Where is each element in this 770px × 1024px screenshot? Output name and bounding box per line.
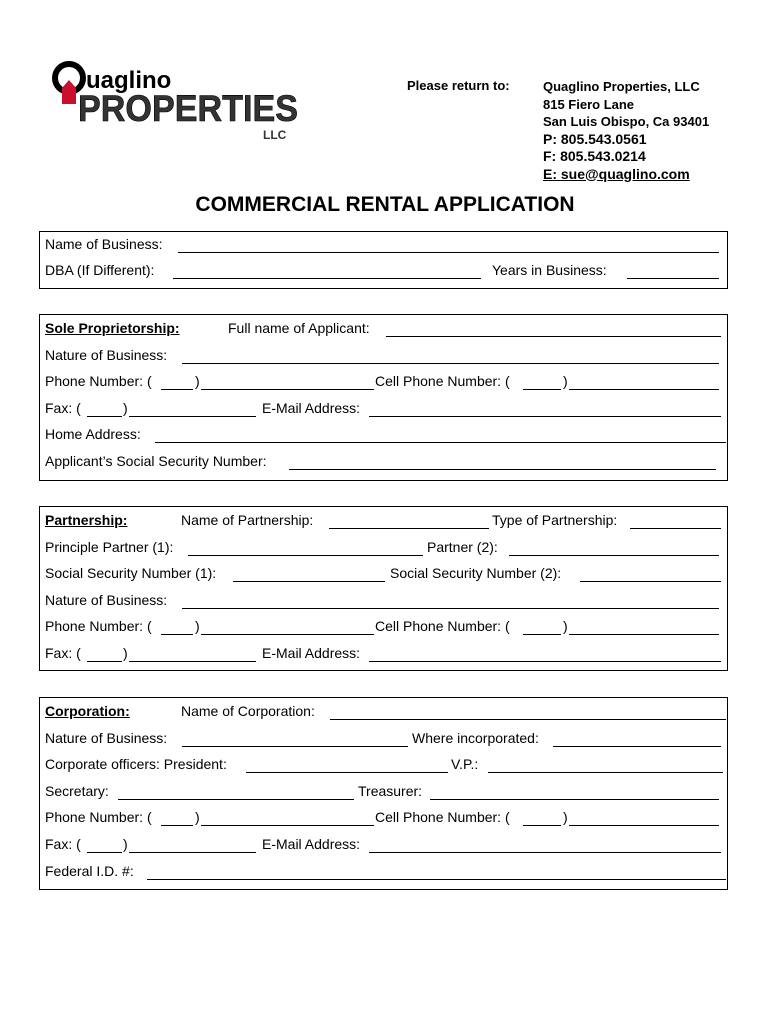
partner-ssn2-field[interactable] xyxy=(580,565,721,582)
president-field[interactable] xyxy=(246,756,448,773)
partnership-header: Partnership: xyxy=(45,512,128,528)
corporation-fax-area-field[interactable] xyxy=(87,836,122,853)
corporation-phone-field[interactable] xyxy=(201,809,374,826)
partnership-cell-label: Cell Phone Number: ( xyxy=(375,618,510,634)
treasurer-label: Treasurer: xyxy=(358,783,423,799)
logo-text-properties: PROPERTIES xyxy=(78,88,298,129)
partner-ssn1-field[interactable] xyxy=(233,565,385,582)
sole-fax-label: Fax: ( xyxy=(45,400,81,416)
logo-text-llc: LLC xyxy=(263,128,287,142)
corporation-email-field[interactable] xyxy=(369,836,721,853)
corporation-fax-label: Fax: ( xyxy=(45,836,81,852)
sole-cell-label: Cell Phone Number: ( xyxy=(375,373,510,389)
secretary-label: Secretary: xyxy=(45,783,109,799)
corporation-fax-field[interactable] xyxy=(129,836,256,853)
partner2-field[interactable] xyxy=(509,539,719,556)
quaglino-logo xyxy=(52,58,302,148)
sole-cell-field[interactable] xyxy=(569,373,719,390)
partnership-section: Partnership: Name of Partnership: Type of Partnership: Principle Partner (1): Partner (2): Social Security Number (1): Social Security Number (2): Nature of Business: Phone Number: ( ) Cell Phone Number: ( ) Fax: ( ) E-Mail Address: xyxy=(39,506,728,671)
return-address xyxy=(543,78,709,183)
logo-text-quaglino: uaglino xyxy=(86,67,172,94)
partnership-email-label: E-Mail Address: xyxy=(262,645,361,661)
corporation-nature-label: Nature of Business: xyxy=(45,730,168,746)
business-section xyxy=(39,231,728,289)
partnership-email-field[interactable] xyxy=(369,645,721,662)
federal-id-label: Federal I.D. #: xyxy=(45,863,134,879)
corporation-name-field[interactable] xyxy=(330,703,726,720)
sole-proprietorship-section: Sole Proprietorship: Full name of Applicant: Nature of Business: Phone Number: ( ) Cell Phone Number: ( ) Fax: ( ) E-Mail Address: Home Address: Applicant’s Social Security Number: xyxy=(39,314,728,481)
federal-id-field[interactable] xyxy=(147,863,726,880)
sole-phone-area-field[interactable] xyxy=(161,373,193,390)
corporation-email-label: E-Mail Address: xyxy=(262,836,361,852)
corporation-phone-area-field[interactable] xyxy=(161,809,193,826)
company-name: Quaglino Properties, LLC xyxy=(543,79,700,94)
partnership-fax-field[interactable] xyxy=(129,645,256,662)
vp-label: V.P.: xyxy=(451,756,479,772)
partnership-type-field[interactable] xyxy=(630,512,721,529)
full-name-label: Full name of Applicant: xyxy=(228,320,370,336)
corporation-header: Corporation: xyxy=(45,703,130,719)
partner1-label: Principle Partner (1): xyxy=(45,539,174,555)
sole-nature-field[interactable] xyxy=(182,347,719,364)
page-title: COMMERCIAL RENTAL APPLICATION xyxy=(195,193,575,216)
full-name-field[interactable] xyxy=(386,320,721,337)
sole-proprietorship-header: Sole Proprietorship: xyxy=(45,320,180,336)
dba-label: DBA (If Different): xyxy=(45,262,155,278)
sole-email-field[interactable] xyxy=(369,400,721,417)
partnership-nature-label: Nature of Business: xyxy=(45,592,168,608)
years-in-business-field[interactable] xyxy=(627,262,719,279)
fax-number: F: 805.543.0214 xyxy=(543,148,646,164)
partnership-name-field[interactable] xyxy=(329,512,489,529)
partner-ssn2-label: Social Security Number (2): xyxy=(390,565,562,581)
sole-nature-label: Nature of Business: xyxy=(45,347,168,363)
street-address: 815 Fiero Lane xyxy=(543,96,635,112)
return-label: Please return to: xyxy=(407,78,510,93)
partner1-field[interactable] xyxy=(188,539,423,556)
partnership-cell-area-field[interactable] xyxy=(523,618,561,635)
partnership-fax-label: Fax: ( xyxy=(45,645,81,661)
dba-field[interactable] xyxy=(173,262,481,279)
corporation-name-label: Name of Corporation: xyxy=(181,703,315,719)
corporation-cell-field[interactable] xyxy=(569,809,719,826)
where-incorporated-label: Where incorporated: xyxy=(412,730,539,746)
ssn-label: Applicant’s Social Security Number: xyxy=(45,453,267,469)
partner2-label: Partner (2): xyxy=(427,539,498,555)
partnership-name-label: Name of Partnership: xyxy=(181,512,314,528)
treasurer-field[interactable] xyxy=(430,783,719,800)
sole-fax-field[interactable] xyxy=(129,400,256,417)
sole-phone-field[interactable] xyxy=(201,373,374,390)
officers-president-label: Corporate officers: President: xyxy=(45,756,227,772)
vp-field[interactable] xyxy=(488,756,723,773)
home-address-field[interactable] xyxy=(155,426,726,443)
partner-ssn1-label: Social Security Number (1): xyxy=(45,565,217,581)
business-name-field[interactable] xyxy=(178,236,719,253)
where-incorporated-field[interactable] xyxy=(553,730,721,747)
corporation-phone-label: Phone Number: ( xyxy=(45,809,152,825)
partnership-phone-label: Phone Number: ( xyxy=(45,618,152,634)
email-address: E: sue@quaglino.com xyxy=(543,165,690,182)
partnership-fax-area-field[interactable] xyxy=(87,645,122,662)
sole-fax-area-field[interactable] xyxy=(87,400,122,417)
corporation-cell-area-field[interactable] xyxy=(523,809,561,826)
corporation-nature-field[interactable] xyxy=(182,730,408,747)
years-in-business-label: Years in Business: xyxy=(492,262,607,278)
sole-email-label: E-Mail Address: xyxy=(262,400,361,416)
partnership-cell-field[interactable] xyxy=(569,618,719,635)
home-address-label: Home Address: xyxy=(45,426,141,442)
partnership-type-label: Type of Partnership: xyxy=(492,512,618,528)
corporation-section: Corporation: Name of Corporation: Nature of Business: Where incorporated: Corporate officers: President: V.P.: Secretary: Treasurer: Phone Number: ( ) Cell Phone Number: ( ) Fax: ( ) E-Mail Address: Federal I.D. #: xyxy=(39,697,728,890)
corporation-cell-label: Cell Phone Number: ( xyxy=(375,809,510,825)
sole-cell-area-field[interactable] xyxy=(523,373,561,390)
ssn-field[interactable] xyxy=(289,453,716,470)
partnership-phone-area-field[interactable] xyxy=(161,618,193,635)
business-name-label: Name of Business: xyxy=(45,236,163,252)
partnership-phone-field[interactable] xyxy=(201,618,374,635)
partnership-nature-field[interactable] xyxy=(182,592,719,609)
secretary-field[interactable] xyxy=(118,783,354,800)
city-address: San Luis Obispo, Ca 93401 xyxy=(543,114,710,129)
phone-number: P: 805.543.0561 xyxy=(543,130,647,147)
sole-phone-label: Phone Number: ( xyxy=(45,373,152,389)
